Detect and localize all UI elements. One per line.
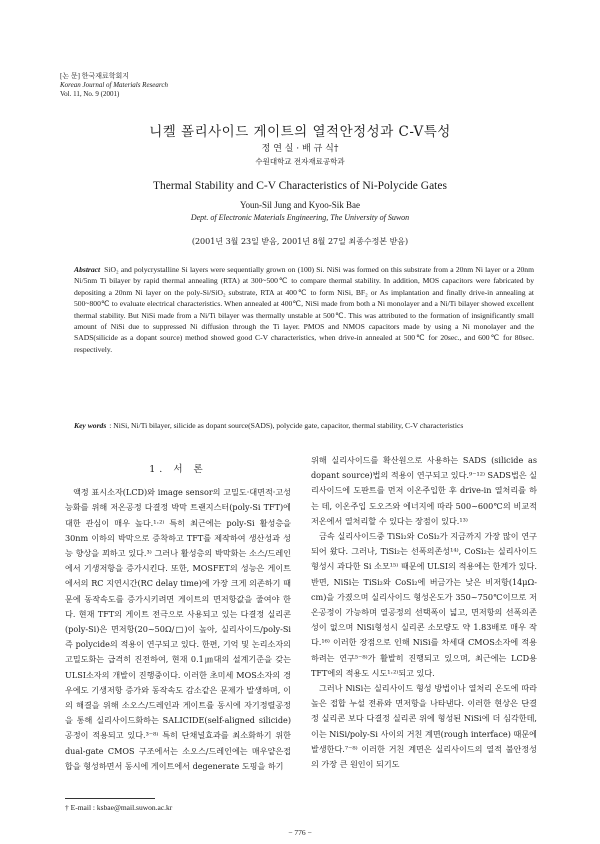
abstract-text: SiO₂ and polycrystalline Si layers were sequentially grown on (100) Si. NiSi was formed on this substrate from a 20nm Ni layer or a 20nm Ni/5nm Ti bilayer by rapid thermal annealing (RTA) at 300~500℃ to compare thermal stability. In addition, MOS capacitors were fabricated by depositing a 20nm Ni layer on the poly-Si/SiO₂ substrate, RTA at 400℃ to form NiSi, BF₂ or As implantation and finally drive-in annealing at 500~800℃ to evaluate electrical characteristics. When annealed at 400℃, NiSi made from both a Ni monolayer and a Ni/Ti bilayer showed excellent thermal stability. But NiSi made from a Ni/Ti bilayer was thermally unstable at 500℃. This was attributed to the formation of insignificantly small amount of NiSi due to suppressed Ni diffusion through the Ti layer. PMOS and NMOS capacitors made by using a Ni monolayer and the SADS(silicide as a dopant source) method showed good C-V characteristics, when drive-in annealed at 500℃ for 20sec., and 600℃ for 80sec. respectively. bbox=[74, 265, 534, 354]
right-column-paragraph: 위해 실리사이드를 확산원으로 사용하는 SADS (silicide as dopant source)법의 적용이 연구되고 있다.⁹⁻¹²⁾ SADS법은 실리사이드에 도판트를 먼저 이온주입한 후 drive-in 열처리를 하는 데, 이온주입 도오즈와 에너지에 따라 500~600℃의 비교적 저온에서 열처리할 수 있다는 장점이 있다.¹³⁾ bbox=[311, 455, 538, 526]
right-column bbox=[311, 453, 537, 772]
authors-english: Youn-Sil Jung and Kyoo-Sik Bae bbox=[239, 200, 361, 210]
footnote-email: † E-mail : ksbae@mail.suwon.ac.kr bbox=[65, 803, 173, 812]
affiliation-korean: 수원대학교 전자재료공학과 bbox=[255, 157, 345, 166]
journal-line-2: Korean Journal of Materials Research bbox=[60, 81, 168, 89]
right-column-paragraph: 금속 실리사이드중 TiSi₂와 CoSi₂가 지금까지 가장 많이 연구되어 왔다. 그러나, TiSi₂는 선폭의존성¹⁴⁾, CoSi₂는 실리사이드 형성시 과다한 Si 소모¹⁵⁾ 때문에 ULSI의 적용에는 한계가 있다. 반면, NiSi는 TiSi₂와 CoSi₂에 버금가는 낮은 비저항(14μΩ-cm)을 가졌으며 실리사이드 형성온도가 350~750℃이므로 저온공정이 가능하며 열공정의 선택폭이 넓고, 면저항의 선폭의존성이 없으며 NiSi형성시 실리콘 소모량도 약 1.83배로 매우 작다.¹⁶⁾ 이러한 장점으로 인해 NiSi를 차세대 CMOS소자에 적용하려는 연구⁵⁻⁸⁾가 활발히 진행되고 있으며, 최근에는 LCD용 TFT에의 적용도 시도¹·²⁾되고 있다. bbox=[311, 531, 537, 678]
abstract-label: Abstract bbox=[74, 265, 101, 274]
keywords bbox=[74, 420, 534, 431]
journal-line-3: Vol. 11, No. 9 (2001) bbox=[60, 90, 120, 98]
authors-korean: 정 연 실 · 배 규 식† bbox=[261, 144, 339, 154]
abstract bbox=[74, 264, 534, 355]
page-number: − 776 − bbox=[288, 828, 312, 837]
left-column-paragraph: 액정 표시소자(LCD)와 image sensor의 고밀도·대면적·고성능화를 위해 저온공정 다결정 박막 트랜지스터(poly-Si TFT)에 대한 관심이 매우 높다.¹·²⁾ 특히 최근에는 poly-Si 활성층을 30nm 이하의 박막으로 증착하고 TFT를 제작하여 생산성과 성능 향상을 꾀하고 있다.³⁾ 그러나 활성층의 박막화는 소스/드레인에서 기생저항을 증가시킨다. 또한, MOSFET의 성능은 게이트에서의 RC 지연시간(RC delay time)에 가장 크게 의존하기 때문에 동작속도를 증가시키려면 게이트의 면저항값을 줄여야 한다. 현재 TFT의 게이트 전극으로 사용되고 있는 다결정 실리콘(poly-Si)은 면저항(20~50Ω/□)이 높아, 실리사이드/poly-Si 즉 polycide의 적용이 연구되고 있다. 한편, 기억 및 논리소자의 고밀도화는 급격히 진전하여, 현재 0.1㎛대의 설계기준을 갖는 ULSI소자의 개발이 진행중이다. 이러한 초미세 MOS소자의 경우에도 기생저항 증가와 동작속도 감소같은 문제가 발생하며, 이의 해결을 위해 소오스/드레인과 게이트를 동시에 자기정렬공정을 통해 실리사이드화하는 SALICIDE(self-aligned silicide) 공정이 적용되고 있다.³⁻⁸⁾ 특히 단채널효과를 최소화하기 위한 dual-gate CMOS 구조에서는 소오스/드레인에는 매우얕은접합을 형성하면서 동시에 게이트에서 degenerate 도핑을 하기 bbox=[65, 487, 291, 771]
keywords-text: : NiSi, Ni/Ti bilayer, silicide as dopant source(SADS), polycide gate, capacitor, thermal stability, C-V characteristics bbox=[109, 421, 464, 430]
title-english: Thermal Stability and C-V Characteristics of Ni-Polycide Gates bbox=[153, 180, 447, 192]
title-korean: 니켈 폴리사이드 게이트의 열적안정성과 C-V특성 bbox=[149, 124, 451, 140]
affiliation-english: Dept. of Electronic Materials Engineering, The University of Suwon bbox=[190, 213, 410, 222]
left-column bbox=[65, 462, 291, 774]
keywords-label: Key words bbox=[74, 421, 107, 430]
right-column-paragraph: 그러나 NiSi는 실리사이드 형성 방법이나 열처리 온도에 따라 높은 접합 누설 전류와 면저항을 나타낸다. 이러한 현상은 단결정 실리콘 보다 다결정 실리콘 위에 형성된 NiSi에 더 심각한데, 이는 NiSi/poly-Si 사이의 거친 계면(rough interface) 때문에 발생한다.⁷⁻⁸⁾ 이러한 거친 계면은 실리사이드의 열적 불안정성의 가장 큰 원인이 되기도 bbox=[311, 683, 537, 770]
journal-line-1: [논 문] 한국재료학회지 bbox=[60, 72, 130, 80]
section-heading-introduction: 1. 서 론 bbox=[149, 464, 207, 475]
footnote-rule bbox=[65, 798, 155, 799]
received-dates: (2001년 3월 23일 받음, 2001년 8월 27일 최종수정본 받음) bbox=[191, 237, 409, 246]
journal-header bbox=[60, 72, 168, 99]
